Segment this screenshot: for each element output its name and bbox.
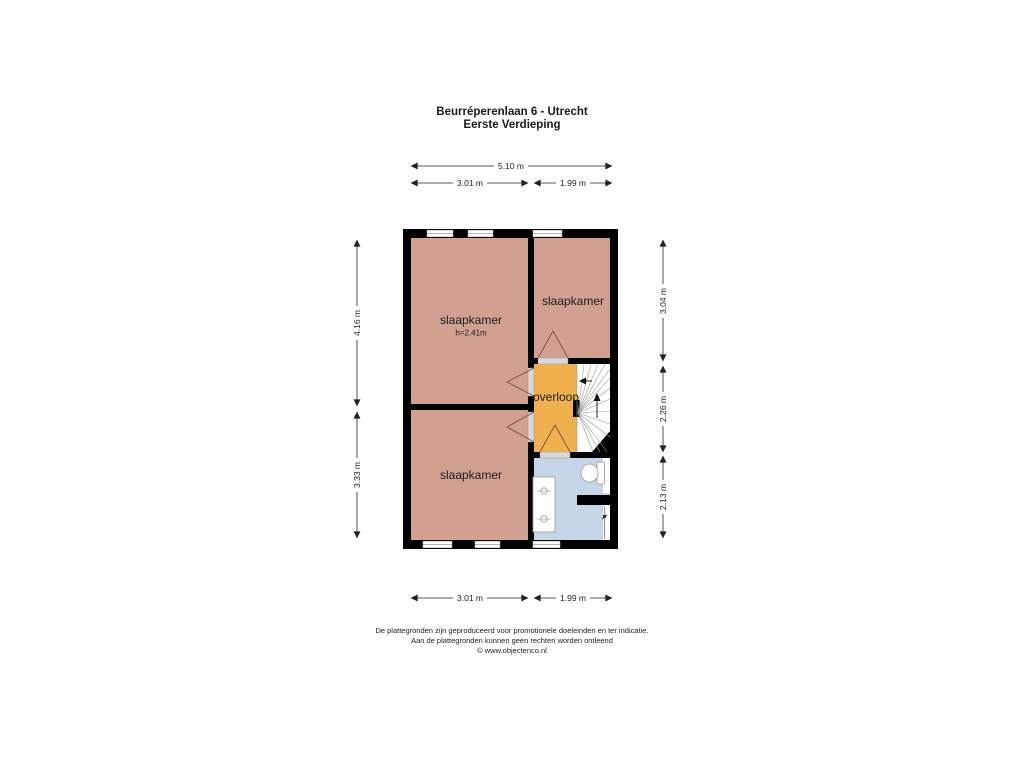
dim-label-top-left: 3.01 m [453, 177, 487, 189]
dim-label-bottom-left: 3.01 m [453, 592, 487, 604]
window-icon [475, 541, 500, 548]
window-icon [427, 230, 453, 237]
dim-label-bottom-right: 1.99 m [556, 592, 590, 604]
dim-label-left-lower: 3.33 m [351, 458, 363, 492]
floor-plan [403, 229, 618, 549]
title-address: Beurréperenlaan 6 - Utrecht [436, 106, 588, 118]
window-icon [533, 541, 560, 548]
washbasin-icon [533, 477, 555, 532]
toilet-icon [581, 462, 605, 484]
window-icon [423, 541, 452, 548]
disclaimer [0, 626, 1024, 656]
disclaimer-copyright: © www.objectenco.nl [477, 646, 547, 655]
room-fills [411, 238, 610, 540]
room-overloop [532, 364, 580, 452]
room-label-slaapkamer-top-left: slaapkamer [439, 313, 503, 327]
disclaimer-line-2: Aan de plattegronden kunnen geen rechten worden ontleend [411, 636, 613, 645]
dim-label-top-total: 5.10 m [494, 160, 528, 172]
dim-label-left-upper: 4.16 m [351, 306, 363, 340]
disclaimer-line-1: De plattegronden zijn geproduceerd voor promotionele doeleinden en ter indicatie. [375, 626, 649, 635]
bathroom-partition-wall [577, 495, 610, 505]
dim-label-right-upper: 3.04 m [657, 284, 669, 318]
room-label-overloop: overloop [532, 390, 580, 404]
window-icon [533, 230, 562, 237]
title-floor: Eerste Verdieping [463, 119, 561, 131]
window-icon [468, 230, 493, 237]
room-label-slaapkamer-bottom-left: slaapkamer [439, 468, 503, 482]
room-note-height: h=2.41m [455, 328, 487, 338]
room-label-slaapkamer-top-right: slaapkamer [541, 294, 605, 308]
dim-label-top-right: 1.99 m [556, 177, 590, 189]
dim-label-right-middle: 2.26 m [657, 392, 669, 426]
dim-label-right-lower: 2.13 m [657, 480, 669, 514]
